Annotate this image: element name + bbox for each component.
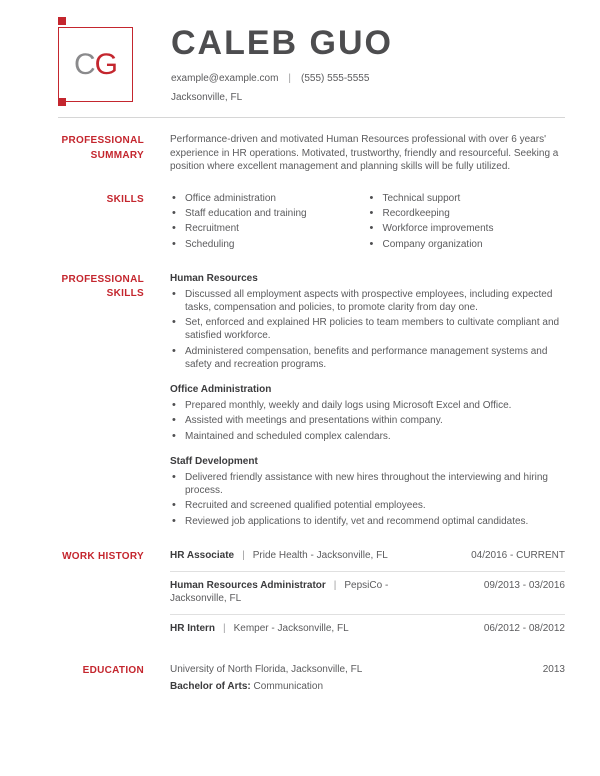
job-title: HR Associate [170,549,235,561]
monogram-badge [58,27,133,102]
corner-accent-square-bottom [58,98,66,106]
skill-item: • Recordkeeping [368,207,566,220]
job-separator: | [333,579,337,591]
education-degree-line [170,680,565,693]
job-title: Human Resources Administrator [170,579,326,591]
job-company: Pride Health - Jacksonville, FL [252,549,388,561]
monogram-letter-c: C [73,47,95,81]
section-professional-summary [58,133,565,173]
skill-group-staff-development [170,455,565,528]
education-year: 2013 [542,664,565,676]
contact-line [171,72,393,85]
section-label-professional-summary: PROFESSIONAL SUMMARY [61,135,144,161]
skill-group-bullets [170,288,565,371]
bullet-item: • Prepared monthly, weekly and daily logs using Microsoft Excel and Office. [170,399,565,412]
skill-group-heading: Human Resources [170,272,258,284]
job-separator: | [242,549,245,561]
summary-text: Performance-driven and motivated Human Resources professional with over 6 years' experience in HR operations. Motivated, trustworthy, friendly and resourceful. Seeking a position where excellent management and planning skills will be fully utilized. [170,134,559,172]
job-title: HR Intern [170,623,215,635]
bullet-item: • Discussed all employment aspects with prospective employees, including expected tasks, compensation and policies, to promote clarity from day one. [170,288,565,314]
skill-item: • Company organization [368,238,566,251]
bullet-item: • Assisted with meetings and presentations within company. [170,414,565,427]
job-main [170,579,455,605]
section-label-skills: SKILLS [106,193,144,205]
skill-group-human-resources [170,272,565,371]
skill-item: • Office administration [170,192,368,205]
professional-skills-content [170,272,565,530]
skill-item: • Technical support [368,192,566,205]
header-text-block [171,24,393,104]
job-entry [170,571,565,614]
email-text: example@example.com [171,73,279,84]
education-degree: Bachelor of Arts: [170,680,251,692]
skill-group-office-administration [170,383,565,443]
skill-item: • Workforce improvements [368,222,566,235]
bullet-item: • Delivered friendly assistance with new hires throughout the interviewing and hiring process. [170,471,565,497]
bullet-item: • Set, enforced and explained HR policies to team members to cultivate compliant and satisfied workforce. [170,316,565,342]
job-entry [170,549,565,571]
contact-separator: | [288,73,292,84]
job-company: PepsiCo - Jacksonville, FL [170,579,389,605]
education-field: Communication [253,680,324,692]
skills-columns [170,192,565,253]
skills-column-left [170,192,368,253]
corner-accent-square-top [58,17,66,25]
monogram-box [58,27,133,102]
monogram-letter-g: G [94,47,117,81]
location-text: Jacksonville, FL [171,92,243,104]
header-divider [58,117,565,118]
skill-group-bullets [170,399,565,443]
job-dates: 04/2016 - CURRENT [471,549,565,561]
resume-header [58,24,565,104]
section-skills [58,192,565,253]
education-school-line [170,663,565,676]
job-dates: 09/2013 - 03/2016 [483,579,565,591]
phone-text: (555) 555-5555 [301,73,370,84]
job-main [170,622,455,635]
skills-column-right [368,192,566,253]
skill-item: • Recruitment [170,222,368,235]
skill-item: • Scheduling [170,238,368,251]
section-education [58,663,565,692]
skill-group-bullets [170,471,565,528]
skill-group-heading: Staff Development [170,455,258,467]
section-professional-skills [58,272,565,530]
job-main [170,549,455,562]
bullet-item: • Maintained and scheduled complex calendars. [170,430,565,443]
bullet-item: • Recruited and screened qualified potential employees. [170,499,565,512]
summary-content [170,133,565,173]
education-school: University of North Florida, Jacksonville, FL [170,664,363,676]
job-company: Kemper - Jacksonville, FL [233,623,349,635]
section-label-education: EDUCATION [82,665,144,677]
job-dates: 06/2012 - 08/2012 [483,623,565,635]
skill-item: • Staff education and training [170,207,368,220]
candidate-name: CALEB GUO [171,24,393,62]
bullet-item: • Reviewed job applications to identify, vet and recommend optimal candidates. [170,515,565,528]
section-work-history [58,549,565,645]
skill-group-heading: Office Administration [170,384,272,395]
job-separator: | [223,623,226,635]
bullet-item: • Administered compensation, benefits and performance management systems and safety and recreation programs. [170,345,565,371]
work-history-content [170,549,565,645]
education-content [170,663,565,692]
section-label-professional-skills: PROFESSIONAL SKILLS [61,273,144,300]
section-label-work-history: WORK HISTORY [62,550,144,562]
job-entry [170,614,565,644]
